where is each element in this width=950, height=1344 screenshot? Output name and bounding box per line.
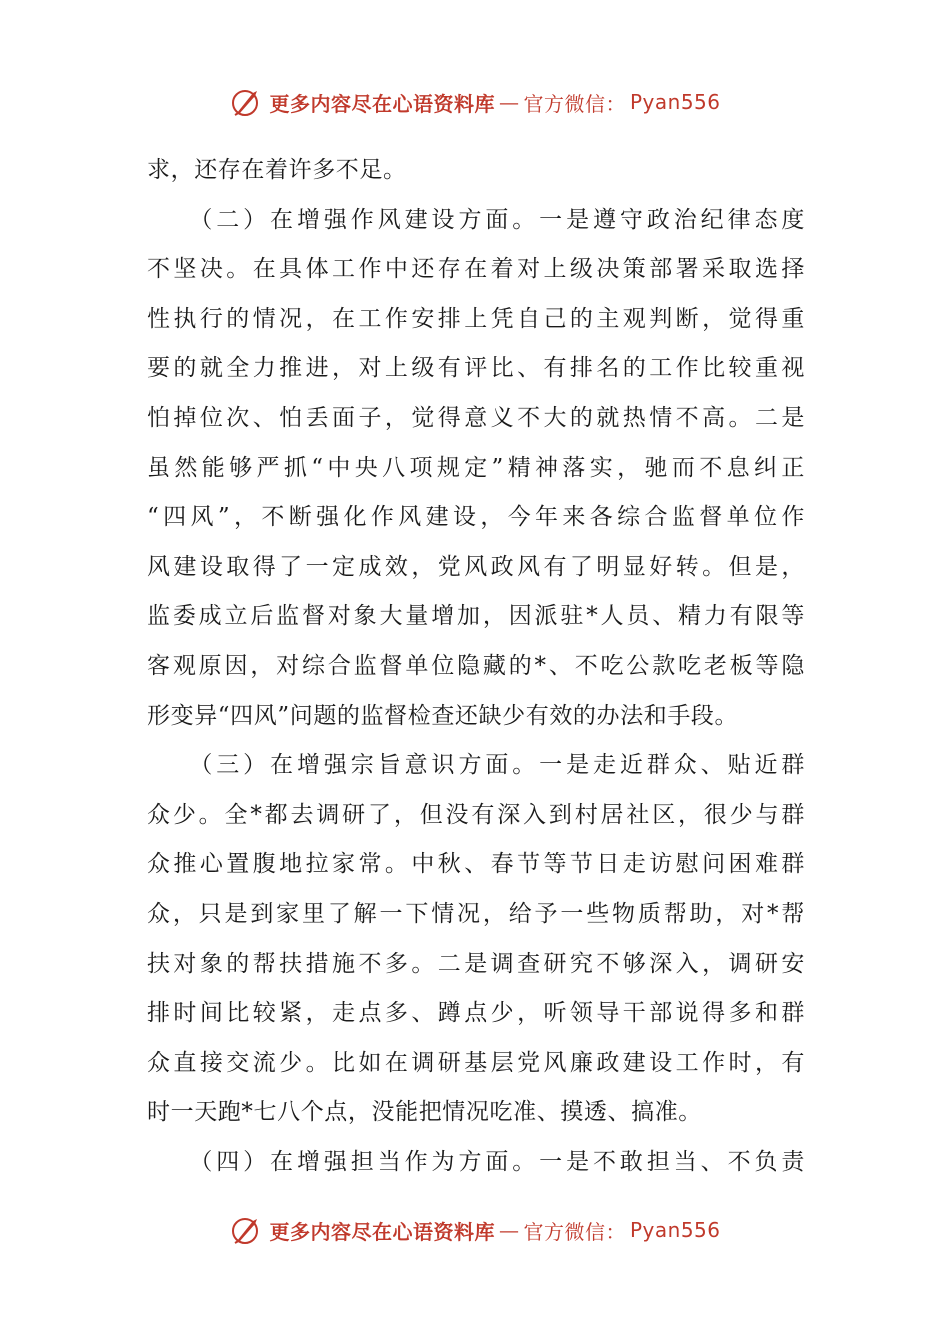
- text-line: 监委成立后监督对象大量增加，因派驻*人员、精力有限等: [147, 603, 805, 630]
- banner-wechat-label: 官方微信：: [523, 91, 626, 116]
- text-line: 虽然能够严抓“中央八项规定”精神落实，驰而不息纠正: [147, 454, 805, 481]
- footer-watermark: [0, 1210, 950, 1250]
- banner-dash: —: [498, 1218, 520, 1242]
- text-line: 排时间比较紧，走点多、蹲点少，听领导干部说得多和群: [147, 1000, 805, 1027]
- banner-wechat-label: 官方微信：: [523, 1219, 626, 1244]
- text-line: 要的就全力推进，对上级有评比、有排名的工作比较重视: [147, 355, 805, 382]
- text-line: 客观原因，对综合监督单位隐藏的*、不吃公款吃老板等隐: [147, 652, 805, 679]
- text-line: 性执行的情况，在工作安排上凭自己的主观判断，觉得重: [147, 305, 805, 332]
- text-line: 求，还存在着许多不足。: [147, 157, 407, 183]
- text-line: 形变异“四风”问题的监督检查还缺少有效的办法和手段。: [147, 702, 739, 729]
- banner-dash: —: [498, 90, 520, 114]
- text-line: （二）在增强作风建设方面。一是遵守政治纪律态度: [147, 206, 805, 233]
- text-line: 不坚决。在具体工作中还存在着对上级决策部署采取选择: [147, 256, 805, 283]
- banner-wechat-id: Pyan556: [629, 1218, 721, 1242]
- header-watermark: [0, 82, 950, 122]
- text-line: （四）在增强担当作为方面。一是不敢担当、不负责: [147, 1148, 805, 1175]
- text-line: 众直接交流少。比如在调研基层党风廉政建设工作时，有: [147, 1049, 805, 1076]
- quill-logo-icon: [229, 1213, 263, 1247]
- text-line: 众少。全*都去调研了，但没有深入到村居社区，很少与群: [147, 801, 805, 828]
- banner-brand-text: 更多内容尽在心语资料库: [269, 91, 495, 116]
- text-line: （三）在增强宗旨意识方面。一是走近群众、贴近群: [147, 752, 805, 779]
- text-line: 众推心置腹地拉家常。中秋、春节等节日走访慰问困难群: [147, 851, 805, 878]
- text-line: 众，只是到家里了解一下情况，给予一些物质帮助，对*帮: [147, 900, 805, 927]
- text-line: 风建设取得了一定成效，党风政风有了明显好转。但是，: [147, 553, 805, 580]
- text-line: “四风”，不断强化作风建设，今年来各综合监督单位作: [147, 504, 805, 531]
- text-line: 怕掉位次、怕丢面子，觉得意义不大的就热情不高。二是: [147, 404, 805, 431]
- text-line: 扶对象的帮扶措施不多。二是调查研究不够深入，调研安: [147, 950, 805, 977]
- banner-brand-text: 更多内容尽在心语资料库: [269, 1219, 495, 1244]
- document-body: [147, 146, 805, 1187]
- banner-wechat-id: Pyan556: [629, 90, 721, 114]
- quill-logo-icon: [229, 85, 263, 119]
- text-line: 时一天跑*七八个点，没能把情况吃准、摸透、搞准。: [147, 1099, 702, 1126]
